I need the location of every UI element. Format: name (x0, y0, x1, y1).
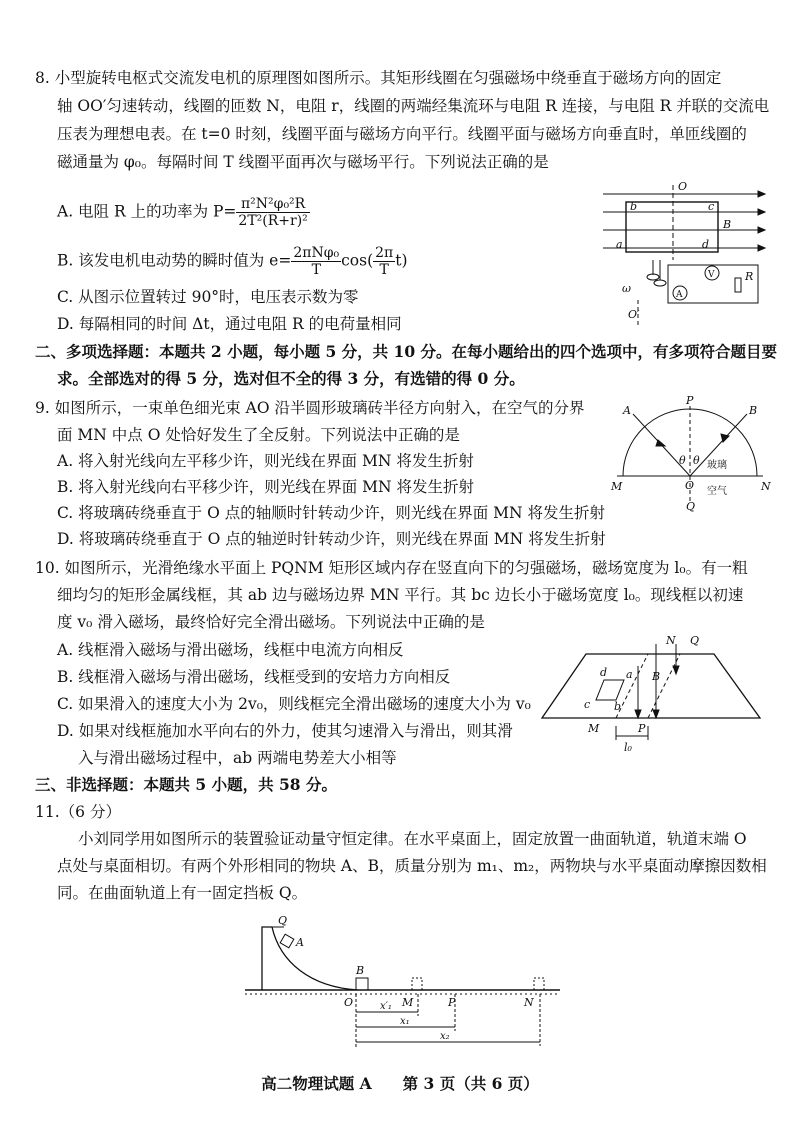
label-d: d (702, 238, 710, 251)
fraction-denominator: 2T²(R+r)² (238, 213, 308, 229)
q8-line-3: 压表为理想电表。在 t=0 时刻，线圈平面与磁场方向平行。线圈平面与磁场方向垂直时，单匝线圈的 (57, 125, 747, 143)
label-m: M (611, 480, 623, 493)
label-theta-left: θ (679, 454, 686, 467)
label-n: N (524, 996, 534, 1009)
q8-option-b (57, 245, 408, 278)
label-o: O (344, 996, 354, 1009)
q9-option-a: A. 将入射光线向左平移少许，则光线在界面 MN 将发生折射 (57, 452, 474, 470)
plane-parallelogram (542, 654, 760, 718)
label-field-b: B (652, 670, 661, 683)
q8-option-b-fraction (291, 245, 341, 278)
q9-line-1: 9. 如图所示，一束单色细光束 AO 沿半圆形玻璃砖半径方向射入，在空气的分界 (35, 399, 585, 417)
q10-line-3: 度 v₀ 滑入磁场，最终恰好完全滑出磁场。下列说法中正确的是 (57, 613, 485, 631)
q10-option-a: A. 线框滑入磁场与滑出磁场，线框中电流方向相反 (57, 641, 404, 659)
label-glass: 玻璃 (707, 460, 727, 471)
label-x1-prime: x′₁ (380, 1001, 392, 1012)
label-b: B (749, 404, 758, 417)
q10-line-2: 细均匀的矩形金属线框，其 ab 边与磁场边界 MN 平行。其 bc 边长小于磁场宽度 l₀。现线框以初速 (57, 586, 744, 604)
wire-frame (596, 680, 624, 700)
label-c: c (708, 200, 715, 213)
label-ammeter: A (676, 290, 683, 300)
label-v: V (708, 270, 715, 280)
label-x2: x₂ (440, 1031, 450, 1042)
label-q: Q (278, 914, 288, 927)
label-field-b: B (723, 218, 732, 231)
boundary-pq (648, 654, 680, 718)
label-n: N (761, 480, 771, 493)
fraction-numerator: 2πNφ₀ (293, 245, 340, 261)
label-m: M (588, 722, 600, 735)
q10-option-d-line-2: 入与滑出磁场过程中，ab 两端电势差大小相等 (78, 749, 397, 767)
fraction-numerator: π²N²φ₀²R (236, 196, 309, 213)
cos-close-text: t) (395, 251, 408, 270)
label-o-prime: O′ (628, 308, 640, 321)
label-a: a (626, 668, 633, 681)
q9-glass-diagram (603, 396, 778, 514)
label-omega: ω (622, 282, 631, 295)
q11-number: 11.（6 分） (35, 803, 121, 821)
label-o: O (685, 479, 695, 492)
label-n: N (666, 636, 676, 647)
q11-line-1: 小刘同学用如图所示的装置验证动量守恒定律。在水平桌面上，固定放置一曲面轨道，轨道末端 O (78, 830, 747, 848)
q8-option-a-text: A. 电阻 R 上的功率为 P= (57, 202, 237, 221)
q11-line-2: 点处与桌面相切。有两个外形相同的物块 A、B，质量分别为 m₁、m₂，两物块与水平桌面动摩擦因数相 (57, 857, 767, 875)
label-a: A (623, 404, 631, 417)
q8-line-2: 轴 OO′匀速转动，线圈的匝数 N，电阻 r，线圈的两端经集流环与电阻 R 连接，与电阻 R 并联的交流电 (57, 97, 770, 115)
block-b (356, 978, 368, 990)
section-3-heading: 三、非选择题：本题共 5 小题，共 58 分。 (35, 775, 337, 794)
block-a (280, 934, 294, 948)
label-q: Q (686, 500, 696, 513)
page-footer: 高二物理试题 A 第 3 页（共 6 页） (261, 1074, 539, 1093)
label-x1: x₁ (400, 1016, 410, 1027)
label-q: Q (690, 636, 700, 647)
label-b: B (356, 964, 365, 977)
fraction-denominator: T (379, 262, 389, 278)
q10-line-1: 10. 如图所示，光滑绝缘水平面上 PQNM 矩形区域内存在竖直向下的匀强磁场，磁场宽度为 l₀。有一粗 (35, 559, 748, 577)
fraction-numerator: 2π (375, 245, 394, 261)
label-p: P (448, 996, 456, 1009)
label-b: b (630, 200, 638, 213)
section-2-heading-line-1: 二、多项选择题：本题共 2 小题，每小题 5 分，共 10 分。在每小题给出的四个选项中，有多项符合题目要 (35, 342, 778, 361)
q8-option-a (57, 196, 310, 229)
label-m: M (402, 996, 414, 1009)
label-p: P (638, 722, 646, 735)
fraction-denominator: T (311, 262, 321, 278)
label-b: b (614, 700, 622, 713)
mark-n (534, 978, 544, 990)
q9-option-b: B. 将入射光线向右平移少许，则光线在界面 MN 将发生折射 (57, 478, 475, 496)
q9-option-d: D. 将玻璃砖绕垂直于 O 点的轴逆时针转动少许，则光线在界面 MN 将发生折射 (57, 530, 606, 548)
q10-option-d-line-1: D. 如果对线框施加水平向右的外力，使其匀速滑入与滑出，则其滑 (57, 722, 513, 740)
section-2-heading-line-2: 求。全部选对的得 5 分，选对但不全的得 3 分，有选错的得 0 分。 (57, 369, 525, 388)
q8-line-1: 8. 小型旋转电枢式交流发电机的原理图如图所示。其矩形线圈在匀强磁场中绕垂直于磁场方向的固定 (35, 69, 722, 87)
mark-m (412, 978, 422, 990)
label-p: P (686, 396, 694, 407)
q11-track-diagram (240, 912, 565, 1052)
q10-option-c: C. 如果滑入的速度大小为 2v₀，则线框完全滑出磁场的速度大小为 v₀ (57, 695, 531, 713)
label-r: R (745, 270, 754, 283)
label-a: a (616, 238, 623, 251)
label-c: c (584, 698, 591, 711)
q10-option-b: B. 线框滑入磁场与滑出磁场，线框受到的安培力方向相反 (57, 668, 451, 686)
q8-option-a-fraction (236, 196, 309, 229)
resistor-symbol (735, 278, 741, 292)
cos-text: cos( (341, 251, 374, 270)
label-a: A (296, 936, 304, 949)
q8-line-4: 磁通量为 φ₀。每隔时间 T 线圈平面再次与磁场平行。下列说法正确的是 (57, 153, 549, 171)
q9-line-2: 面 MN 中点 O 处恰好发生了全反射。下列说法中正确的是 (57, 426, 460, 444)
curved-track (262, 927, 358, 990)
q8-generator-diagram (598, 180, 773, 330)
q10-field-diagram (538, 636, 770, 762)
label-d: d (600, 666, 608, 679)
label-air: 空气 (707, 486, 727, 497)
q9-option-c: C. 将玻璃砖绕垂直于 O 点的轴顺时针转动少许，则光线在界面 MN 将发生折射 (57, 504, 606, 522)
q11-line-3: 同。在曲面轨道上有一固定挡板 Q。 (57, 884, 308, 902)
q8-option-b-text: B. 该发电机电动势的瞬时值为 e= (57, 251, 292, 270)
label-l0: l₀ (624, 741, 632, 754)
q8-option-b-fraction-2 (373, 245, 395, 278)
q8-option-d: D. 每隔相同的时间 Δt，通过电阻 R 的电荷量相同 (57, 315, 402, 333)
label-theta-right: θ (693, 454, 700, 467)
q8-option-c: C. 从图示位置转过 90°时，电压表示数为零 (57, 288, 359, 306)
label-o-top: O (678, 180, 688, 193)
